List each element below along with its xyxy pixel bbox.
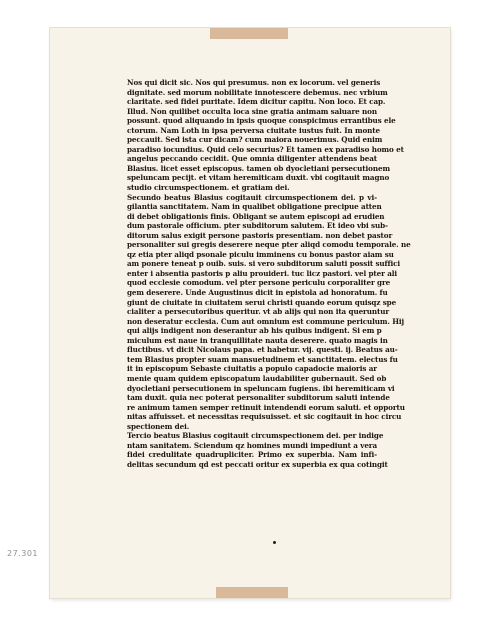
text-line: delitas secundum qd est peccati oritur ex superbia ex qua cotingit <box>127 459 388 469</box>
text-line: speluncam pecijt. et vitam heremiticam duxit. vbi cogitauit magno <box>127 173 390 183</box>
text-line: re animum tamen semper retinuit intendendi eorum saluti. et opportu <box>127 402 405 412</box>
signature-dot <box>273 541 276 544</box>
text-line: fluctibus. vt dicit Nicolaus papa. et habetur. vij. questi. ij. Beatus au- <box>127 345 398 355</box>
pencil-inventory-mark: 27.301 <box>7 549 38 558</box>
text-line: gilantia sanctitatem. Nam in qualibet obligatione precipue atten <box>127 202 382 212</box>
text-line: angelus peccando cecidit. Que omnia diligenter attendens beat <box>127 154 377 164</box>
text-line: ditorum salus exigit persone pastoris presentiam. non debet pastor <box>127 230 393 240</box>
text-line: dum pastorale officium. pter subditorum salutem. Et ideo vbi sub- <box>127 221 388 231</box>
text-line: dignitate. sed morum nobilitate innotescere debemus. nec vrbium <box>127 87 388 97</box>
mounting-tape-bottom <box>216 587 288 598</box>
text-line: nitas affuisset. et necessitas requisuisset. et sic cogitauit in hoc circu <box>127 412 402 422</box>
text-line: qz etia pter aliqd psonale piculu imminens cu bonus pastor aiam su <box>127 249 394 259</box>
text-line: Secundo beatus Blasius cogitauit circumspectionem dei. p vi- <box>127 192 377 202</box>
text-line: ntam sanitatem. Sciendum qz homines mundi impediunt a vera <box>127 440 378 450</box>
text-line: tam duxit. quia nec poterat personaliter subditorum saluti intende <box>127 393 390 403</box>
mounting-tape-top <box>210 28 288 39</box>
text-line: di debet obligationis finis. Obligant se autem episcopi ad erudien <box>127 211 385 221</box>
text-line: fidei credulitate quadrupliciter. Primo ex superbia. Nam infi- <box>127 450 377 460</box>
text-line: dyocletiani persecutionem in speluncam fugiens. ibi heremiticam vi <box>127 383 395 393</box>
text-line: enter i absentia pastoris p aliu prouideri. tuc licz pastori. vel pter ali <box>127 268 398 278</box>
text-line: claritate. sed fidei puritate. Idem dicitur capitu. Non loco. Et cap. <box>127 97 386 107</box>
text-column <box>127 78 411 469</box>
text-line: it in episcopum Sebaste ciuitatis a populo capadocie maioris ar <box>127 364 377 374</box>
text-line: cialiter a persecutoribus queritur. vt ab alijs qui non ita queruntur <box>127 307 390 317</box>
text-line: Nos qui dicit sic. Nos qui presumus. non ex locorum. vel generis <box>127 78 381 87</box>
text-line: ctorum. Nam Loth in ipsa perversa ciuitate iustus fuit. In monte <box>127 125 381 135</box>
text-line: personaliter sui gregis deserere neque pter aliqd comodu temporale. ne <box>127 240 411 250</box>
text-line: Tercio beatus Blasius cogitauit circumspectionem dei. per indige <box>127 431 384 441</box>
text-line: paradiso iocundius. Quid celo securius? Et tamen ex paradiso homo et <box>127 144 404 154</box>
text-line: miculum est naue in tranquillitate nauta deserere. quato magis in <box>127 335 388 345</box>
text-line: quod ecclesie comodum. vel pter persone periculu corporaliter gre <box>127 278 391 288</box>
text-line: non deseratur ecclesia. Cum aut omnium est commune periculum. Hij <box>127 316 405 326</box>
text-line: peccauit. Sed ista cur dicam? cum maiora nouerimus. Quid enim <box>127 135 383 145</box>
text-line: giunt de ciuitate in ciuitatem serui christi quando eorum quisqz spe <box>127 297 397 307</box>
manuscript-leaf <box>50 28 450 598</box>
text-line: menie quam quidem episcopatum laudabiliter gubernauit. Sed ob <box>127 373 387 383</box>
text-line: spectionem dei. <box>127 421 190 431</box>
text-line: am ponere teneat p ouib. suis. si vero subditorum saluti possit suffici <box>127 259 401 269</box>
text-line: qui alijs indigent non deserantur ab his quibus indigent. Si em p <box>127 326 382 336</box>
text-line: studio circumspectionem. et gratiam dei. <box>127 183 290 193</box>
text-line: possunt. quod aliquando in ipsis quoque conspicimus errantibus ele <box>127 116 396 126</box>
text-line: tem Blasius propter suam mansuetudinem et sanctitatem. electus fu <box>127 354 398 364</box>
text-line: Blasius. licet esset episcopus. tamen ob dyocletiani persecutionem <box>127 163 390 173</box>
text-line: Illud. Non quilibet occulta loca sine gratia animam saluare non <box>127 106 377 116</box>
text-line: gem deserere. Unde Augustinus dicit in epistola ad honoratum. fu <box>127 288 388 298</box>
